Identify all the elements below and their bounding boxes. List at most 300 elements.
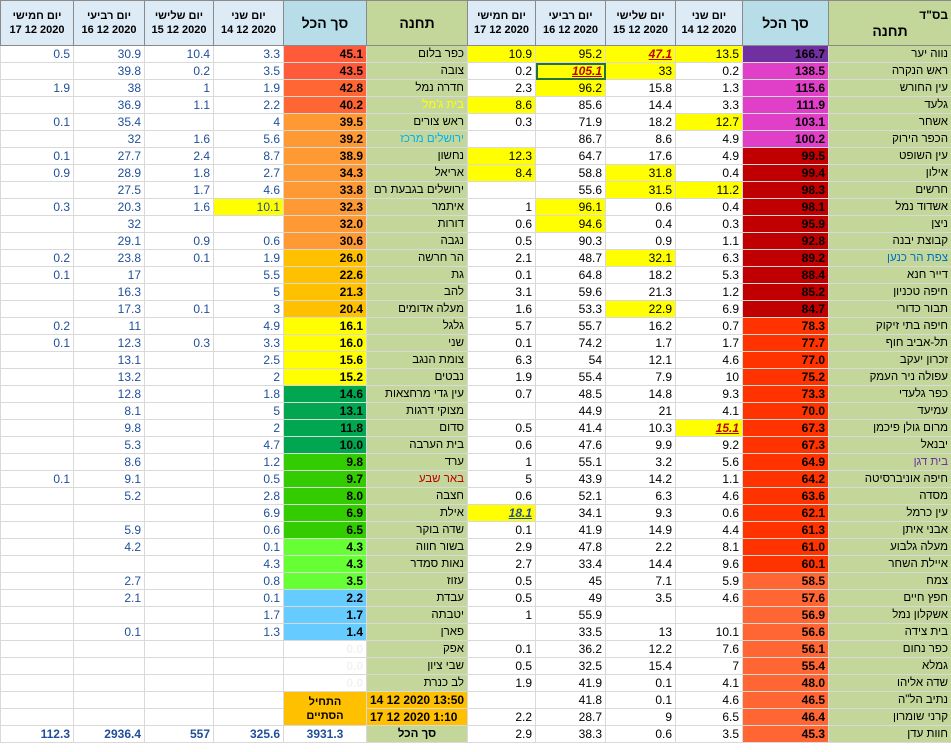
cell-total[interactable]: 45.1	[284, 46, 367, 63]
cell-wed[interactable]	[536, 46, 606, 63]
cell-tue[interactable]	[606, 301, 676, 318]
cell-mon[interactable]	[676, 386, 743, 403]
cell-wed[interactable]	[74, 369, 145, 386]
cell-total[interactable]: 1.7	[284, 607, 367, 624]
cell-total[interactable]: 88.4	[743, 267, 829, 284]
cell-tue[interactable]	[145, 505, 214, 522]
cell-total[interactable]: 103.1	[743, 114, 829, 131]
cell-tue[interactable]	[145, 182, 214, 199]
cell-station[interactable]: חיפה בתי זיקוק	[829, 318, 951, 335]
cell-mon[interactable]	[214, 182, 284, 199]
cell-wed[interactable]	[74, 505, 145, 522]
cell-total[interactable]: 100.2	[743, 131, 829, 148]
cell-mon[interactable]	[214, 573, 284, 590]
cell-station[interactable]: צפת הר כנען	[829, 250, 951, 267]
cell-wed[interactable]	[74, 250, 145, 267]
cell-total[interactable]: 61.0	[743, 539, 829, 556]
cell-thu[interactable]	[468, 658, 536, 675]
sum-wed[interactable]: 2936.4	[74, 726, 145, 743]
cell-thu[interactable]	[1, 233, 74, 250]
cell-mon[interactable]	[676, 692, 743, 709]
cell-wed[interactable]	[74, 165, 145, 182]
cell-tue[interactable]	[606, 352, 676, 369]
cell-tue[interactable]	[606, 692, 676, 709]
cell-mon[interactable]	[676, 233, 743, 250]
cell-wed[interactable]	[536, 199, 606, 216]
cell-station[interactable]: להב	[367, 284, 468, 301]
cell-thu[interactable]	[468, 301, 536, 318]
cell-thu[interactable]	[468, 454, 536, 471]
cell-total[interactable]: 64.2	[743, 471, 829, 488]
cell-tue[interactable]	[606, 454, 676, 471]
cell-tue[interactable]	[145, 114, 214, 131]
cell-thu[interactable]	[1, 454, 74, 471]
cell-station[interactable]: יבנאל	[829, 437, 951, 454]
cell-wed[interactable]	[74, 641, 145, 658]
cell-wed[interactable]	[74, 556, 145, 573]
cell-thu[interactable]	[1, 148, 74, 165]
cell-mon[interactable]	[676, 335, 743, 352]
cell-station[interactable]: אילת	[367, 505, 468, 522]
cell-station[interactable]: דורות	[367, 216, 468, 233]
cell-wed[interactable]	[74, 80, 145, 97]
cell-thu[interactable]	[1, 63, 74, 80]
cell-station[interactable]: עזוז	[367, 573, 468, 590]
cell-tue[interactable]	[606, 63, 676, 80]
cell-station[interactable]: בית דגן	[829, 454, 951, 471]
cell-tue[interactable]	[606, 165, 676, 182]
cell-wed[interactable]	[536, 726, 606, 743]
cell-wed[interactable]	[536, 505, 606, 522]
cell-total[interactable]: 39.5	[284, 114, 367, 131]
cell-mon[interactable]	[676, 556, 743, 573]
cell-tue[interactable]	[606, 148, 676, 165]
cell-station[interactable]: אילון	[829, 165, 951, 182]
cell-thu[interactable]	[468, 352, 536, 369]
cell-thu[interactable]	[468, 573, 536, 590]
cell-tue[interactable]	[145, 590, 214, 607]
cell-thu[interactable]	[468, 556, 536, 573]
cell-mon[interactable]	[214, 454, 284, 471]
cell-tue[interactable]	[145, 539, 214, 556]
cell-station[interactable]: ראש צורים	[367, 114, 468, 131]
cell-total[interactable]: 39.2	[284, 131, 367, 148]
cell-station[interactable]: לב כנרת	[367, 675, 468, 692]
cell-total[interactable]: 57.6	[743, 590, 829, 607]
cell-total[interactable]: 0.0	[284, 641, 367, 658]
cell-station[interactable]: עין גדי מרחצאות	[367, 386, 468, 403]
cell-mon[interactable]	[214, 301, 284, 318]
cell-total[interactable]: 62.1	[743, 505, 829, 522]
cell-thu[interactable]	[1, 403, 74, 420]
cell-wed[interactable]	[74, 199, 145, 216]
cell-total[interactable]: 13.1	[284, 403, 367, 420]
cell-tue[interactable]	[606, 403, 676, 420]
cell-total[interactable]: 45.3	[743, 726, 829, 743]
cell-tue[interactable]	[145, 573, 214, 590]
cell-mon[interactable]	[676, 250, 743, 267]
cell-total[interactable]: 46.5	[743, 692, 829, 709]
cell-wed[interactable]	[74, 539, 145, 556]
cell-wed[interactable]	[536, 624, 606, 641]
cell-thu[interactable]	[468, 63, 536, 80]
cell-wed[interactable]	[536, 437, 606, 454]
cell-mon[interactable]	[214, 607, 284, 624]
cell-thu[interactable]	[1, 437, 74, 454]
cell-mon[interactable]	[676, 182, 743, 199]
cell-tue[interactable]	[145, 80, 214, 97]
cell-total[interactable]: 33.8	[284, 182, 367, 199]
cell-tue[interactable]	[145, 403, 214, 420]
cell-tue[interactable]	[145, 488, 214, 505]
cell-tue[interactable]	[606, 658, 676, 675]
cell-station[interactable]: חרשים	[829, 182, 951, 199]
cell-total[interactable]: 11.8	[284, 420, 367, 437]
cell-total[interactable]: 46.4	[743, 709, 829, 726]
cell-total[interactable]: 20.4	[284, 301, 367, 318]
cell-tue[interactable]	[606, 607, 676, 624]
cell-tue[interactable]	[606, 131, 676, 148]
cell-thu[interactable]	[468, 182, 536, 199]
cell-tue[interactable]	[606, 199, 676, 216]
cell-wed[interactable]	[74, 301, 145, 318]
cell-total[interactable]: 9.7	[284, 471, 367, 488]
cell-station[interactable]: צובה	[367, 63, 468, 80]
cell-station[interactable]: סדום	[367, 420, 468, 437]
cell-tue[interactable]	[606, 573, 676, 590]
cell-wed[interactable]	[536, 182, 606, 199]
empty-cell[interactable]	[1, 709, 74, 726]
cell-mon[interactable]	[676, 267, 743, 284]
cell-tue[interactable]	[606, 369, 676, 386]
cell-wed[interactable]	[74, 216, 145, 233]
cell-mon[interactable]	[676, 522, 743, 539]
cell-tue[interactable]	[145, 658, 214, 675]
cell-tue[interactable]	[606, 80, 676, 97]
cell-thu[interactable]	[1, 488, 74, 505]
cell-mon[interactable]	[214, 641, 284, 658]
cell-thu[interactable]	[1, 505, 74, 522]
cell-total[interactable]: 30.6	[284, 233, 367, 250]
cell-tue[interactable]	[145, 165, 214, 182]
cell-tue[interactable]	[145, 437, 214, 454]
cell-thu[interactable]	[468, 709, 536, 726]
cell-mon[interactable]	[676, 284, 743, 301]
cell-wed[interactable]	[74, 233, 145, 250]
cell-wed[interactable]	[536, 590, 606, 607]
cell-wed[interactable]	[536, 573, 606, 590]
cell-wed[interactable]	[74, 658, 145, 675]
cell-wed[interactable]	[74, 386, 145, 403]
cell-thu[interactable]	[1, 420, 74, 437]
cell-total[interactable]: 6.5	[284, 522, 367, 539]
cell-tue[interactable]	[606, 420, 676, 437]
cell-station[interactable]: עין החורש	[829, 80, 951, 97]
cell-wed[interactable]	[536, 454, 606, 471]
cell-mon[interactable]	[214, 488, 284, 505]
cell-thu[interactable]	[1, 573, 74, 590]
cell-mon[interactable]	[676, 199, 743, 216]
sum-tue[interactable]: 557	[145, 726, 214, 743]
cell-tue[interactable]	[606, 522, 676, 539]
cell-mon[interactable]	[676, 539, 743, 556]
cell-station[interactable]: עין השופט	[829, 148, 951, 165]
cell-tue[interactable]	[145, 607, 214, 624]
cell-tue[interactable]	[145, 46, 214, 63]
cell-wed[interactable]	[536, 267, 606, 284]
cell-mon[interactable]	[676, 80, 743, 97]
cell-wed[interactable]	[74, 454, 145, 471]
sum-label[interactable]: סך הכל	[367, 726, 468, 743]
cell-mon[interactable]	[676, 488, 743, 505]
cell-mon[interactable]	[214, 658, 284, 675]
cell-mon[interactable]	[676, 46, 743, 63]
cell-thu[interactable]	[468, 607, 536, 624]
cell-station[interactable]: גלגל	[367, 318, 468, 335]
cell-wed[interactable]	[74, 352, 145, 369]
cell-tue[interactable]	[606, 335, 676, 352]
cell-thu[interactable]	[468, 80, 536, 97]
cell-wed[interactable]	[74, 318, 145, 335]
cell-total[interactable]: 64.9	[743, 454, 829, 471]
cell-station[interactable]: הר חרשה	[367, 250, 468, 267]
cell-wed[interactable]	[536, 165, 606, 182]
cell-total[interactable]: 115.6	[743, 80, 829, 97]
cell-total[interactable]: 0.0	[284, 675, 367, 692]
cell-mon[interactable]	[214, 522, 284, 539]
cell-thu[interactable]	[1, 624, 74, 641]
cell-station[interactable]: מעלה אדומים	[367, 301, 468, 318]
cell-tue[interactable]	[606, 216, 676, 233]
cell-wed[interactable]	[74, 488, 145, 505]
cell-wed[interactable]	[536, 335, 606, 352]
cell-tue[interactable]	[145, 454, 214, 471]
cell-wed[interactable]	[536, 709, 606, 726]
header-wed[interactable]: יום רביעי 16 12 2020	[74, 1, 145, 46]
cell-station[interactable]: אריאל	[367, 165, 468, 182]
cell-wed[interactable]	[536, 607, 606, 624]
cell-thu[interactable]	[468, 46, 536, 63]
cell-tue[interactable]	[606, 233, 676, 250]
cell-thu[interactable]	[468, 114, 536, 131]
cell-mon[interactable]	[676, 607, 743, 624]
cell-thu[interactable]	[468, 641, 536, 658]
cell-wed[interactable]	[536, 97, 606, 114]
cell-total[interactable]: 26.0	[284, 250, 367, 267]
cell-station[interactable]: עמיעד	[829, 403, 951, 420]
header-total[interactable]: סך הכל	[743, 1, 829, 46]
cell-thu[interactable]	[1, 301, 74, 318]
header-thu[interactable]: יום חמישי 17 12 2020	[468, 1, 536, 46]
cell-station[interactable]: בית צידה	[829, 624, 951, 641]
cell-thu[interactable]	[468, 386, 536, 403]
cell-total[interactable]: 84.7	[743, 301, 829, 318]
cell-mon[interactable]	[676, 505, 743, 522]
cell-thu[interactable]	[1, 199, 74, 216]
cell-station[interactable]: נווה יער	[829, 46, 951, 63]
cell-mon[interactable]	[214, 233, 284, 250]
cell-thu[interactable]	[468, 233, 536, 250]
cell-station[interactable]: אפק	[367, 641, 468, 658]
cell-thu[interactable]	[1, 216, 74, 233]
cell-thu[interactable]	[1, 556, 74, 573]
cell-total[interactable]: 1.4	[284, 624, 367, 641]
cell-thu[interactable]	[1, 386, 74, 403]
cell-mon[interactable]	[214, 556, 284, 573]
cell-wed[interactable]	[74, 471, 145, 488]
cell-total[interactable]: 61.3	[743, 522, 829, 539]
cell-total[interactable]: 56.9	[743, 607, 829, 624]
cell-station[interactable]: מרום גולן פיכמן	[829, 420, 951, 437]
cell-station[interactable]: מעלה גלבוע	[829, 539, 951, 556]
cell-mon[interactable]	[214, 318, 284, 335]
cell-thu[interactable]	[1, 522, 74, 539]
cell-station[interactable]: ירושלים מרכז	[367, 131, 468, 148]
cell-total[interactable]: 21.3	[284, 284, 367, 301]
cell-thu[interactable]	[468, 522, 536, 539]
cell-total[interactable]: 56.6	[743, 624, 829, 641]
cell-mon[interactable]	[214, 403, 284, 420]
cell-tue[interactable]	[145, 233, 214, 250]
cell-mon[interactable]	[676, 641, 743, 658]
cell-thu[interactable]	[1, 590, 74, 607]
cell-wed[interactable]	[536, 80, 606, 97]
cell-thu[interactable]	[468, 216, 536, 233]
cell-station[interactable]: אשדוד נמל	[829, 199, 951, 216]
cell-wed[interactable]	[74, 131, 145, 148]
cell-thu[interactable]	[468, 624, 536, 641]
cell-station[interactable]: צמח	[829, 573, 951, 590]
cell-tue[interactable]	[145, 97, 214, 114]
cell-tue[interactable]	[145, 318, 214, 335]
cell-mon[interactable]	[676, 352, 743, 369]
cell-tue[interactable]	[606, 46, 676, 63]
cell-total[interactable]: 4.3	[284, 556, 367, 573]
cell-total[interactable]: 22.6	[284, 267, 367, 284]
cell-wed[interactable]	[536, 692, 606, 709]
cell-wed[interactable]	[74, 97, 145, 114]
cell-tue[interactable]	[606, 386, 676, 403]
cell-total[interactable]: 89.2	[743, 250, 829, 267]
cell-mon[interactable]	[214, 46, 284, 63]
cell-tue[interactable]	[145, 267, 214, 284]
cell-thu[interactable]	[468, 692, 536, 709]
cell-station[interactable]: חדרה נמל	[367, 80, 468, 97]
cell-wed[interactable]	[536, 386, 606, 403]
cell-wed[interactable]	[536, 131, 606, 148]
cell-wed[interactable]	[536, 301, 606, 318]
cell-total[interactable]: 4.3	[284, 539, 367, 556]
cell-station[interactable]: באר שבע	[367, 471, 468, 488]
cell-station[interactable]: חיפה טכניון	[829, 284, 951, 301]
cell-wed[interactable]	[74, 573, 145, 590]
cell-mon[interactable]	[214, 539, 284, 556]
cell-total[interactable]: 10.0	[284, 437, 367, 454]
cell-thu[interactable]	[1, 131, 74, 148]
cell-wed[interactable]	[536, 369, 606, 386]
cell-total[interactable]: 16.1	[284, 318, 367, 335]
cell-thu[interactable]	[468, 505, 536, 522]
cell-mon[interactable]	[214, 199, 284, 216]
cell-total[interactable]: 56.1	[743, 641, 829, 658]
cell-total[interactable]: 111.9	[743, 97, 829, 114]
cell-tue[interactable]	[606, 437, 676, 454]
cell-thu[interactable]	[468, 488, 536, 505]
cell-total[interactable]: 58.5	[743, 573, 829, 590]
cell-tue[interactable]	[145, 199, 214, 216]
cell-total[interactable]: 38.9	[284, 148, 367, 165]
cell-station[interactable]: נחשון	[367, 148, 468, 165]
cell-station[interactable]: בשור חווה	[367, 539, 468, 556]
cell-thu[interactable]	[468, 420, 536, 437]
cell-total[interactable]: 55.4	[743, 658, 829, 675]
cell-tue[interactable]	[606, 284, 676, 301]
cell-thu[interactable]	[1, 97, 74, 114]
cell-wed[interactable]	[74, 607, 145, 624]
cell-station[interactable]: חפץ חיים	[829, 590, 951, 607]
cell-station[interactable]: ניצן	[829, 216, 951, 233]
cell-total[interactable]: 15.6	[284, 352, 367, 369]
cell-station[interactable]: יטבתה	[367, 607, 468, 624]
header-station[interactable]: תחנה	[367, 1, 468, 46]
cell-station[interactable]: שבי ציון	[367, 658, 468, 675]
cell-wed[interactable]	[536, 641, 606, 658]
cell-wed[interactable]	[536, 233, 606, 250]
empty-cell[interactable]	[74, 709, 145, 726]
cell-mon[interactable]	[214, 267, 284, 284]
cell-mon[interactable]	[214, 624, 284, 641]
cell-mon[interactable]	[676, 63, 743, 80]
cell-mon[interactable]	[214, 148, 284, 165]
cell-mon[interactable]	[676, 97, 743, 114]
cell-station[interactable]: נאות סמדר	[367, 556, 468, 573]
cell-total[interactable]: 98.3	[743, 182, 829, 199]
cell-station[interactable]: אשחר	[829, 114, 951, 131]
cell-station[interactable]: אשקלון נמל	[829, 607, 951, 624]
cell-tue[interactable]	[606, 114, 676, 131]
cell-thu[interactable]	[1, 46, 74, 63]
cell-total[interactable]: 85.2	[743, 284, 829, 301]
cell-station[interactable]: ירושלים בגבעת רם	[367, 182, 468, 199]
cell-mon[interactable]	[214, 250, 284, 267]
cell-tue[interactable]	[145, 148, 214, 165]
cell-wed[interactable]	[536, 318, 606, 335]
cell-mon[interactable]	[676, 114, 743, 131]
cell-thu[interactable]	[468, 199, 536, 216]
cell-thu[interactable]	[1, 250, 74, 267]
cell-station[interactable]: גמלא	[829, 658, 951, 675]
cell-station[interactable]: הכפר הירוק	[829, 131, 951, 148]
cell-thu[interactable]	[1, 352, 74, 369]
header-mon[interactable]: יום שני 14 12 2020	[676, 1, 743, 46]
cell-thu[interactable]	[1, 641, 74, 658]
cell-total[interactable]: 73.3	[743, 386, 829, 403]
cell-thu[interactable]	[468, 590, 536, 607]
cell-station[interactable]: חוות עדן	[829, 726, 951, 743]
cell-mon[interactable]	[676, 675, 743, 692]
cell-tue[interactable]	[606, 250, 676, 267]
cell-total[interactable]: 8.0	[284, 488, 367, 505]
cell-tue[interactable]	[145, 284, 214, 301]
cell-station[interactable]: כפר נחום	[829, 641, 951, 658]
cell-thu[interactable]	[468, 437, 536, 454]
cell-mon[interactable]	[676, 437, 743, 454]
cell-mon[interactable]	[214, 386, 284, 403]
cell-station[interactable]: מסדה	[829, 488, 951, 505]
cell-thu[interactable]	[468, 335, 536, 352]
cell-total[interactable]: 32.0	[284, 216, 367, 233]
start-time[interactable]: 14 12 2020 13:50	[367, 692, 468, 709]
